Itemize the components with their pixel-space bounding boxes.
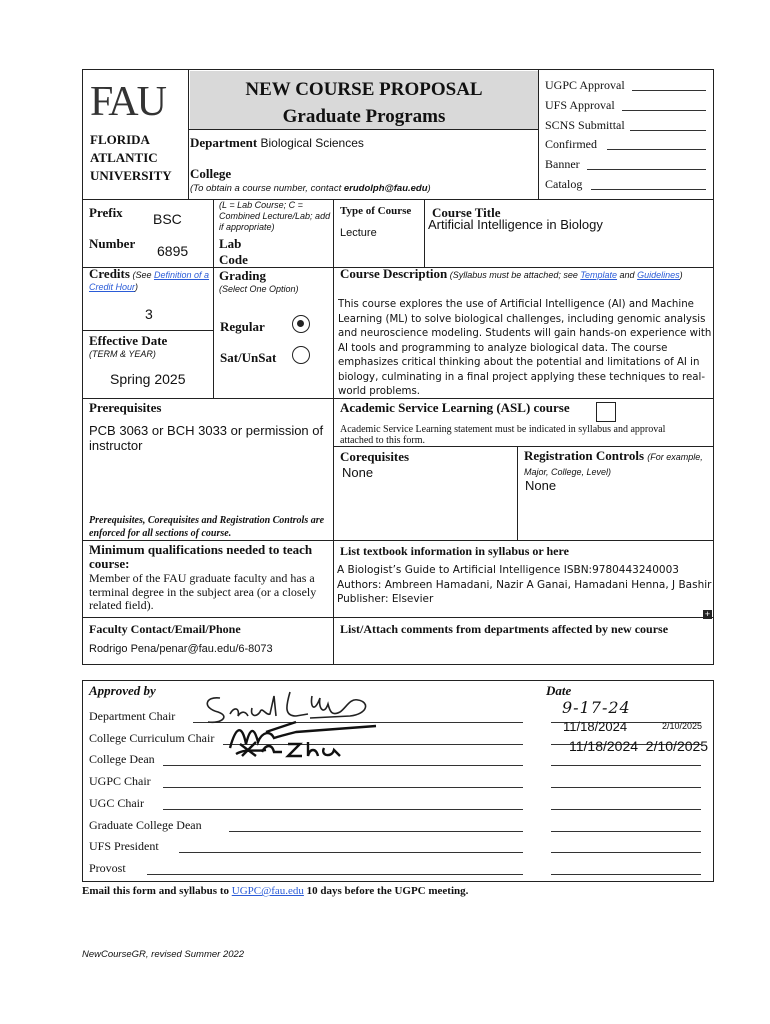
course-title-label: Course Title [432, 205, 501, 220]
textbook-value[interactable]: A Biologist’s Guide to Artificial Intelligence ISBN:9780443240003 Authors: Ambreen Hamadani, Nazir A Ganai, Hamadani Henna, J Bashir Publisher: Elsevier [337, 564, 712, 605]
divider [188, 129, 538, 130]
faculty-contact-value[interactable]: Rodrigo Pena/penar@fau.edu/6-8073 [89, 643, 273, 655]
min-qualifications-value[interactable]: Member of the FAU graduate faculty and has a terminal degree in the subject area (or a closely related field). [89, 571, 317, 612]
title-line-1: NEW COURSE PROPOSAL [245, 79, 483, 100]
logo-text: FAU [90, 79, 165, 125]
fau-logo [90, 78, 165, 126]
prerequisites-value[interactable]: PCB 3063 or BCH 3033 or permission of instructor [89, 423, 324, 453]
ugpc-email-link[interactable]: UGPC@fau.edu [231, 885, 304, 897]
department-label: Department [190, 135, 258, 150]
row-college-dean: College Dean [89, 749, 709, 771]
course-title-value[interactable]: Artificial Intelligence in Biology [428, 217, 603, 232]
lab-code-label: Lab Code [219, 236, 248, 267]
corequisites-label: Corequisites [340, 449, 410, 464]
expand-icon[interactable]: + [704, 609, 711, 619]
college-label: College [190, 166, 232, 181]
divider [538, 69, 539, 199]
grading-satunsat-radio[interactable] [292, 346, 310, 364]
asl-checkbox[interactable] [596, 402, 616, 422]
email-instructions: Email this form and syllabus to UGPC@fau.edu 10 days before the UGPC meeting. [82, 885, 469, 897]
template-link[interactable]: Template [580, 270, 618, 280]
min-qualifications-label: Minimum qualifications needed to teach course: [89, 542, 313, 571]
university-name [90, 131, 172, 185]
grading-label: Grading [219, 268, 266, 283]
university-line-3: UNIVERSITY [90, 168, 172, 183]
curriculum-chair-date-2[interactable]: 2/10/2025 [662, 721, 703, 731]
divider [213, 267, 214, 398]
divider [517, 446, 518, 540]
description-label: Course Description [340, 266, 448, 281]
row-graduate-college-dean: Graduate College Dean [89, 815, 709, 837]
approval-banner: Banner [545, 155, 710, 175]
divider [82, 617, 714, 618]
divider [82, 330, 213, 331]
divider [333, 199, 334, 398]
approval-catalog: Catalog [545, 175, 710, 195]
divider [82, 398, 714, 399]
lab-note: (L = Lab Course; C = Combined Lecture/Lab; add if appropriate) [219, 200, 331, 232]
divider [424, 199, 425, 267]
form-title [190, 76, 538, 130]
approval-ugpc: UGPC Approval [545, 76, 710, 96]
approval-confirmed: Confirmed [545, 135, 710, 155]
divider [82, 199, 714, 200]
description-label-group: Course Description (Syllabus must be attached; see Template and Guidelines) [340, 266, 683, 281]
approval-ufs: UFS Approval [545, 96, 710, 116]
divider [333, 398, 334, 540]
college-dean-date[interactable]: 11/18/2024 2/10/2025 [569, 738, 709, 754]
registration-controls-value[interactable]: None [525, 478, 557, 493]
university-line-2: ATLANTIC [90, 150, 158, 165]
grading-regular-label: Regular [220, 319, 265, 334]
prerequisites-label: Prerequisites [89, 400, 162, 415]
department-row [190, 135, 364, 151]
college-contact-email[interactable]: erudolph@fau.edu [343, 183, 428, 194]
curriculum-chair-date-1[interactable]: 11/18/2024 [563, 719, 628, 734]
approval-status-list [545, 76, 710, 195]
divider [82, 540, 714, 541]
registration-controls-note: (For example, Major, College, Level) [524, 452, 703, 477]
college-dean-signature [236, 738, 346, 760]
textbook-label: List textbook information in syllabus or here [340, 544, 569, 558]
effective-date-label: Effective Date [89, 333, 168, 348]
row-ugc-chair: UGC Chair [89, 793, 709, 815]
college-note: (To obtain a course number, contact erudolph@fau.edu) [190, 183, 431, 194]
guidelines-link[interactable]: Guidelines [637, 270, 680, 280]
approval-scns: SCNS Submittal [545, 116, 710, 136]
department-chair-date[interactable]: 9-17-24 [562, 698, 631, 717]
title-line-2: Graduate Programs [282, 106, 446, 127]
grading-regular-radio[interactable] [292, 315, 310, 333]
effective-date-value[interactable]: Spring 2025 [110, 371, 186, 387]
faculty-contact-label: Faculty Contact/Email/Phone [89, 622, 241, 636]
row-college-curriculum-chair: College Curriculum Chair [89, 728, 709, 750]
comments-label: List/Attach comments from departments affected by new course [340, 622, 669, 636]
credits-label: Credits [89, 266, 130, 281]
row-provost: Provost [89, 858, 709, 880]
number-value[interactable]: 6895 [157, 243, 189, 259]
course-description-value[interactable]: This course explores the use of Artificial Intelligence (AI) and Machine Learning (ML) to solve biological challenges, including genomic analysis and neuroscience modeling. Students will gain hands-on experience with AI tools and programming to analyze biological data. The course emphasizes critical thinking about the potential and limitations of AI in biology, culminating in a final project applying these techniques to real-world problems. [338, 299, 712, 397]
asl-label: Academic Service Learning (ASL) course [340, 400, 570, 415]
number-label: Number [89, 236, 136, 251]
approved-by-label: Approved by [89, 683, 156, 698]
credits-value[interactable]: 3 [145, 306, 153, 322]
divider [333, 446, 714, 447]
divider [188, 69, 189, 199]
type-label: Type of Course [340, 205, 412, 217]
row-ufs-president: UFS President [89, 836, 709, 858]
corequisites-value[interactable]: None [342, 465, 374, 480]
university-line-1: FLORIDA [90, 132, 150, 147]
prefix-label: Prefix [89, 205, 123, 220]
date-label: Date [546, 683, 572, 698]
row-department-chair: Department Chair [89, 706, 709, 728]
credits-label-group: Credits (See Definition of a Credit Hour) [89, 266, 210, 292]
radio-selected-dot [297, 320, 304, 327]
row-ugpc-chair: UGPC Chair [89, 771, 709, 793]
asl-note: Academic Service Learning statement must be indicated in syllabus and approval attached to this form. [340, 424, 666, 446]
department-value[interactable]: Biological Sciences [260, 136, 364, 150]
credit-hour-definition-link[interactable]: Definition of a Credit Hour [89, 270, 210, 292]
grading-satunsat-label: Sat/UnSat [220, 350, 277, 365]
divider [213, 199, 214, 267]
divider [333, 540, 334, 665]
effective-date-note: (TERM & YEAR) [89, 349, 156, 359]
registration-controls-label: Registration Controls (For example, Major, College, Level) [524, 448, 703, 477]
grading-note: (Select One Option) [219, 284, 299, 294]
prerequisites-footnote: Prerequisites, Corequisites and Registration Controls are enforced for all sections of course. [89, 515, 325, 539]
type-value[interactable]: Lecture [340, 227, 377, 239]
revision-note: NewCourseGR, revised Summer 2022 [82, 949, 245, 960]
prefix-value[interactable]: BSC [153, 211, 182, 227]
